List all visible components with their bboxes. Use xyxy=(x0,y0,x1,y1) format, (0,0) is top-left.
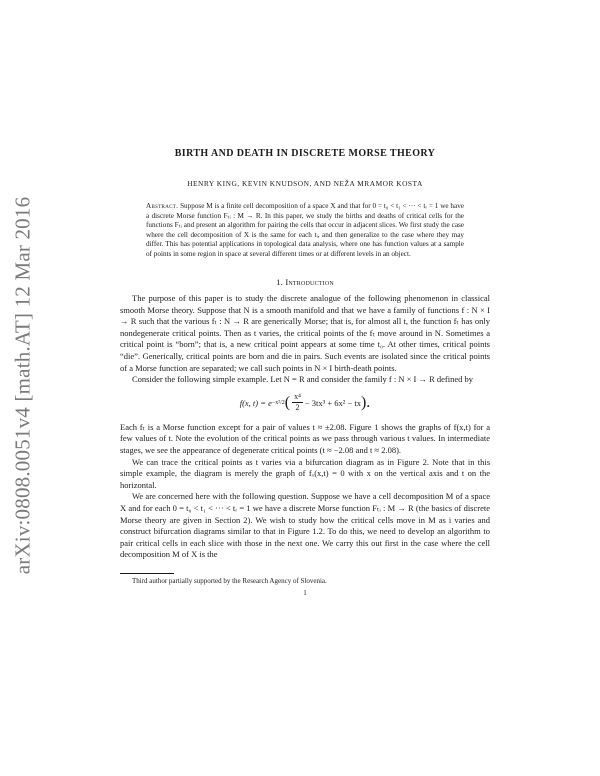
paper-authors: HENRY KING, KEVIN KNUDSON, AND NEŽA MRAMOR KOSTA xyxy=(187,179,423,188)
equation-fraction xyxy=(292,392,303,413)
equation xyxy=(120,390,490,416)
paragraph-morse: Each fₜ is a Morse function except for a pair of values t ≈ ±2.08. Figure 1 shows the graphs of f(x,t) for a few values of t. Note the evolution of the critical points as we pass through various t values. In intermediate stages, we see the appearance of degenerate critical points (t ≈ −2.08 and t ≈ 2.08). xyxy=(120,421,490,455)
arxiv-identifier xyxy=(8,190,38,580)
equation-lhs: f(x, t) = e xyxy=(239,397,272,408)
arxiv-identifier-text: arXiv:0808.0051v4 [math.AT] 12 Mar 2016 xyxy=(10,196,35,574)
paragraph-bifurcation: We can trace the critical points as t varies via a bifurcation diagram as in Figure 2. Note that in this simple example, the diagram is merely the graph of fₓ(x,t) = 0 with x on the vertical axis and t on the horizontal. xyxy=(120,456,490,490)
section-heading xyxy=(120,277,490,287)
equation-exponent: −x²/2 xyxy=(271,399,285,406)
paragraph-intro: The purpose of this paper is to study the discrete analogue of the following phenomenon in classical smooth Morse theory. Suppose that N is a smooth manifold and that we have a family of functions f : N × I → R such that the various fₜ : N → R are generically Morse; that is, for almost all t, the function fₜ has only nondegenerate critical points. Then as t varies, the critical points of the fₜ move around in N. Sometimes a critical point is “born”; that is, a new critical point appears at some time t₀. At other times, critical points “die”. Generically, critical points are born and die in pairs. Such events are isolated since the critical points of a Morse function are separated; we call such points in N × I birth-death points. xyxy=(120,293,490,373)
abstract-label: Abstract. xyxy=(146,202,179,210)
equation-denominator: 2 xyxy=(295,403,300,413)
equation-close-paren: ). xyxy=(360,393,371,411)
equation-numerator: x⁴ xyxy=(294,392,301,402)
page-number: 1 xyxy=(303,588,307,597)
abstract xyxy=(146,202,464,259)
section-title: Introduction xyxy=(285,277,334,287)
section-number: 1. xyxy=(276,277,283,287)
footnote-rule xyxy=(120,573,174,574)
paper-page xyxy=(120,148,490,597)
equation-open-paren: ( xyxy=(284,393,291,411)
footnote: Third author partially supported by the Research Agency of Slovenia. xyxy=(132,576,327,585)
abstract-text: Suppose M is a finite cell decomposition of a space X and that for 0 = t₀ < t₁ < ··· < tᵣ = 1 we have a discrete Morse function Fₜᵢ : M → R. In this paper, we study the births and deaths of critical cells for the functions Fₜᵢ and present an algorithm for pairing the cells that occur in adjacent slices. We first study the case where the cell decomposition of X is the same for each tᵢ, and then generalize to the case where they may differ. This has potential applications in topological data analysis, where one has function values at a sample of points in some region in space at several different times or at different levels in an object. xyxy=(146,202,465,258)
paragraph-question: We are concerned here with the following question. Suppose we have a cell decomposition M of a space X and for each 0 = t₀ < t₁ < ··· < tᵣ = 1 we have a discrete Morse function Fₜᵢ : M → R (the basics of discrete Morse theory are given in Section 2). We wish to study how the critical cells move in M as i varies and construct bifurcation diagrams similar to that in Figure 1.2. To do this, we need to develop an algorithm to pair critical cells in each slice with those in the next one. We carry this out first in the case where the cell decomposition M of X is the xyxy=(120,491,490,560)
equation-rest: − 3tx³ + 6x² − tx xyxy=(304,397,361,408)
paper-title: BIRTH AND DEATH IN DISCRETE MORSE THEORY xyxy=(174,148,436,159)
paragraph-example: Consider the following simple example. Let N = R and consider the family f : N × I → R defined by xyxy=(132,374,474,385)
